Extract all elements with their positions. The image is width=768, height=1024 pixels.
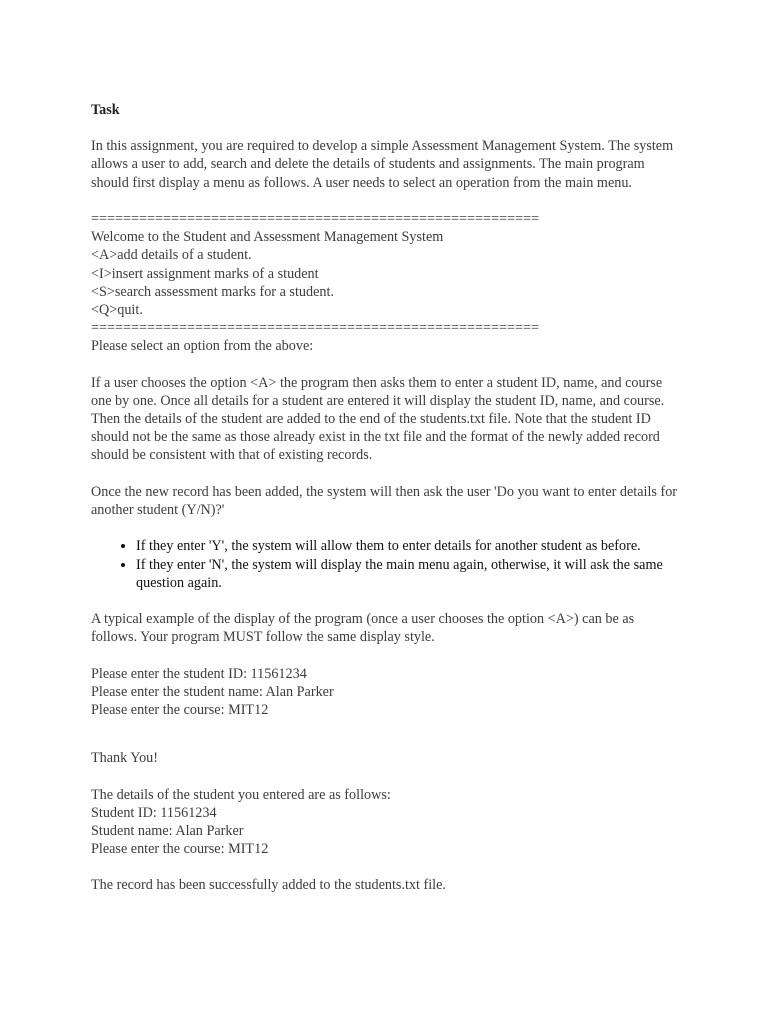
example-paragraph: A typical example of the display of the program (once a user chooses the option <A>) can be as follows. Your program MUST follow the same display style.	[91, 611, 635, 646]
option-a-paragraph: If a user chooses the option <A> the program then asks them to enter a student ID, name, and course one by one. Once all details for a student are entered it will display the student ID, name, and course. Then the details of the student are added to the end of the students.txt file. Note that the student ID should not be the same as those already exist in the txt file and the format of the newly added record should be consistent with that of existing records.	[91, 374, 665, 464]
success-line: The record has been successfully added to the students.txt file.	[91, 877, 446, 894]
details-student-name: Student name: Alan Parker	[91, 823, 244, 840]
details-course: Please enter the course: MIT12	[91, 841, 269, 858]
example-student-id: Please enter the student ID: 11561234	[91, 665, 307, 682]
thank-you-line: Thank You!	[91, 750, 159, 767]
intro-paragraph: In this assignment, you are required to develop a simple Assessment Management System. The system allows a user to add, search and delete the details of students and assignments. The main program should first display a menu as follows. A user needs to select an operation from the main menu.	[91, 138, 674, 191]
menu-line-add: <A>add details of a student.	[91, 247, 252, 264]
details-student-id: Student ID: 11561234	[91, 804, 217, 821]
answer-bullet-list	[91, 537, 681, 592]
document-page	[91, 101, 681, 895]
details-block	[91, 786, 681, 859]
bullet-yes: • If they enter 'Y', the system will allow them to enter details for another student as before.	[136, 537, 681, 555]
menu-separator-bottom: ========================================================	[91, 320, 540, 337]
another-student-paragraph: Once the new record has been added, the system will then ask the user 'Do you want to enter details for another student (Y/N)?'	[91, 483, 678, 519]
bullet-no: • If they enter 'N', the system will display the main menu again, otherwise, it will ask the same question again.	[136, 556, 681, 592]
task-title: Task	[91, 102, 120, 118]
menu-block	[91, 210, 681, 356]
menu-line-quit: <Q>quit.	[91, 302, 143, 319]
menu-line-welcome: Welcome to the Student and Assessment Management System	[91, 229, 444, 246]
details-heading: The details of the student you entered are as follows:	[91, 786, 391, 803]
menu-separator-top: ========================================================	[91, 211, 540, 227]
example-student-name: Please enter the student name: Alan Parker	[91, 684, 334, 701]
example-course: Please enter the course: MIT12	[91, 702, 269, 719]
menu-line-insert: <I>insert assignment marks of a student	[91, 265, 319, 282]
menu-line-search: <S>search assessment marks for a student.	[91, 283, 334, 300]
menu-prompt: Please select an option from the above:	[91, 338, 314, 355]
example-input-block	[91, 665, 681, 720]
